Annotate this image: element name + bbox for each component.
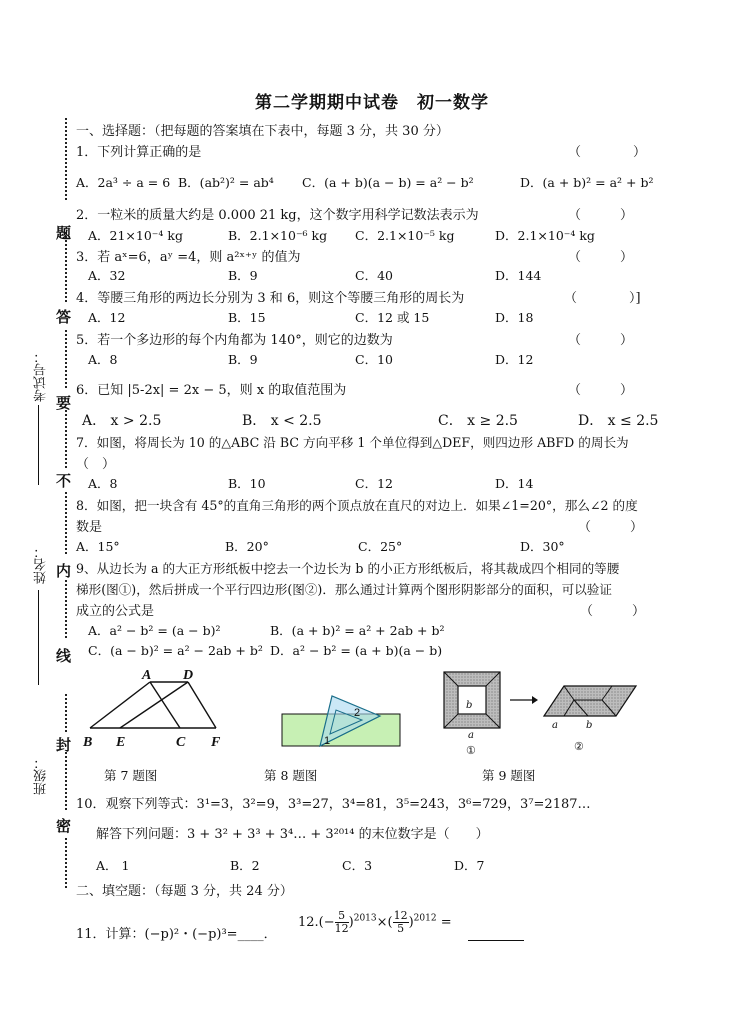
figure-9-square-parallelogram: [440, 670, 650, 760]
sidebar-word: 封: [56, 736, 72, 754]
option-b: B．2: [230, 858, 260, 873]
q12-prefix: 12.(−: [298, 915, 335, 930]
q12-close: ): [348, 915, 354, 930]
binding-line: [65, 580, 67, 638]
question-6: 6．已知 |5-2x| = 2x − 5，则 x 的取值范围为: [76, 383, 347, 398]
fraction-denominator: 5: [397, 922, 405, 935]
fraction: [393, 910, 409, 935]
option-d: D．14: [495, 476, 534, 491]
answer-paren: （ ）: [578, 520, 644, 535]
option-c: C．3: [342, 858, 373, 873]
option-c: C．40: [355, 268, 393, 283]
page-title: 第二学期期中试卷 初一数学: [255, 93, 489, 113]
answer-paren: （ ）: [76, 457, 116, 472]
option-c: C．10: [355, 352, 393, 367]
binding-line: [65, 838, 67, 888]
binding-line: [65, 410, 67, 468]
binding-line: [65, 330, 67, 388]
question-7: 7．如图，将周长为 10 的△ABC 沿 BC 方向平移 1 个单位得到△DEF，则四边形 ABFD 的周长为: [76, 435, 629, 450]
exponent: 2013: [353, 913, 377, 924]
question-11: 11．计算：(−p)²・(−p)³=____．: [76, 927, 277, 942]
sidebar-word: 不: [56, 472, 72, 490]
binding-line: [65, 118, 67, 200]
point-label: C: [176, 735, 186, 750]
question-10-cont: 解答下列问题：3 + 3² + 3³ + 3⁴… + 3²⁰¹⁴ 的末位数字是（ ）: [96, 827, 489, 842]
option-a: A．32: [88, 268, 126, 283]
option-a: A． 1: [96, 858, 130, 873]
question-3: 3．若 aˣ=6，aʸ =4，则 a²ˣ⁺ʸ 的值为: [76, 250, 301, 265]
field-underline: [38, 590, 39, 685]
section-header-choice: 一、选择题：（把每题的答案填在下表中，每题 3 分，共 30 分）: [76, 124, 449, 139]
figure-7-caption: 第 7 题图: [104, 768, 158, 783]
figure-label: b: [586, 720, 593, 731]
question-9-cont: 梯形(图①)，然后拼成一个平行四边形(图②)．那么通过计算两个图形阴影部分的面积，可以验证: [76, 582, 612, 597]
figure-label: a: [552, 720, 558, 731]
question-9-cont: 成立的公式是: [76, 604, 155, 619]
question-5: 5．若一个多边形的每个内角都为 140°，则它的边数为: [76, 333, 393, 348]
question-10: 10．观察下列等式：3¹=3，3²=9，3³=27，3⁴=81，3⁵=243，3⁶=729，3⁷=2187…: [76, 797, 591, 812]
point-label: A: [142, 668, 152, 683]
answer-paren: （ ）: [568, 383, 634, 398]
option-a: A．8: [88, 352, 118, 367]
option-b: B．(a + b)² = a² + 2ab + b²: [270, 623, 445, 638]
fraction-numerator: 5: [335, 910, 349, 923]
angle-label: 1: [324, 735, 331, 747]
angle-label: 2: [354, 707, 361, 719]
sidebar-word: 要: [56, 394, 72, 412]
option-c: C．25°: [358, 539, 403, 554]
sidebar-word: 题: [56, 224, 72, 242]
option-b: B．9: [228, 268, 258, 283]
point-label: D: [183, 668, 194, 683]
option-b: B．2.1×10⁻⁶ kg: [228, 228, 328, 243]
option-d: D．18: [495, 310, 534, 325]
figure-label: a: [468, 730, 474, 741]
figure-8-caption: 第 8 题图: [264, 768, 318, 783]
q12-suffix: ): [408, 915, 414, 930]
sidebar-word: 密: [56, 817, 72, 835]
question-8: 8．如图，把一块含有 45°的直角三角形的两个顶点放在直尺的对边上．如果∠1=20°，那么∠2 的度: [76, 498, 638, 513]
option-b: B．20°: [225, 539, 269, 554]
option-c: C．(a + b)(a − b) = a² − b²: [302, 175, 474, 190]
option-d: D．30°: [520, 539, 565, 554]
question-1: 1．下列计算正确的是: [76, 145, 202, 160]
exponent: 2012: [413, 913, 437, 924]
option-a: A．2a³ ÷ a = 6: [76, 175, 171, 190]
class-field: 班级：: [34, 756, 49, 795]
answer-paren: （ ）: [568, 250, 634, 265]
q12-times: ×(: [376, 915, 393, 930]
question-4: 4．等腰三角形的两边长分别为 3 和 6，则这个等腰三角形的周长为: [76, 291, 465, 306]
field-underline: [38, 405, 39, 485]
option-c: C．2.1×10⁻⁵ kg: [355, 228, 455, 243]
option-d: D． x ≤ 2.5: [578, 413, 659, 429]
option-b: B．9: [228, 352, 258, 367]
option-a: A．15°: [76, 539, 120, 554]
option-b: B．(ab²)² = ab⁴: [178, 175, 274, 190]
option-c: C．12: [355, 476, 393, 491]
option-a: A．21×10⁻⁴ kg: [88, 228, 183, 243]
binding-line: [65, 752, 67, 810]
option-d: D．12: [495, 352, 534, 367]
fraction-denominator: 12: [334, 922, 349, 935]
option-b: B．15: [228, 310, 266, 325]
figure-7-translation-diagram: [80, 668, 230, 750]
sidebar-word: 线: [56, 647, 72, 665]
figure-9-caption: 第 9 题图: [482, 768, 536, 783]
answer-blank[interactable]: [468, 940, 524, 941]
q12-equals: =: [436, 915, 452, 930]
question-2: 2．一粒米的质量大约是 0.000 21 kg，这个数字用科学记数法表示为: [76, 208, 479, 223]
option-a: A．12: [88, 310, 126, 325]
point-label: E: [116, 735, 126, 750]
exam-number-field: 考试号：: [34, 350, 49, 402]
answer-paren: （ ）: [568, 208, 634, 223]
binding-line: [65, 694, 67, 732]
answer-paren: （ ）: [568, 333, 634, 348]
option-b: B．10: [228, 476, 266, 491]
option-c: C．12 或 15: [355, 310, 430, 325]
sidebar-word: 内: [56, 562, 72, 580]
point-label: F: [211, 735, 221, 750]
section-header-fill: 二、填空题：（每题 3 分，共 24 分）: [76, 884, 293, 899]
point-label: B: [83, 735, 93, 750]
sidebar-word: 答: [56, 308, 72, 326]
option-d: D．(a + b)² = a² + b²: [520, 175, 654, 190]
option-d: D．a² − b² = (a + b)(a − b): [270, 643, 443, 658]
figure-label: b: [466, 700, 473, 711]
figure-label: ①: [466, 744, 476, 757]
option-c: C．(a − b)² = a² − 2ab + b²: [88, 643, 263, 658]
answer-paren: （ ）: [580, 604, 646, 619]
binding-line: [65, 492, 67, 554]
option-a: A．8: [88, 476, 118, 491]
option-b: B． x < 2.5: [242, 413, 322, 429]
option-d: D．144: [495, 268, 542, 283]
question-8-cont: 数是: [76, 520, 103, 535]
figure-8-ruler-triangle: [280, 688, 404, 750]
option-d: D．2.1×10⁻⁴ kg: [495, 228, 595, 243]
fraction-numerator: 12: [393, 909, 408, 922]
answer-paren: （ ）]: [564, 291, 641, 306]
option-a: A．a² − b² = (a − b)²: [88, 623, 221, 638]
answer-paren: （ ）: [568, 145, 647, 160]
option-d: D．7: [454, 858, 485, 873]
figure-label: ②: [574, 740, 584, 753]
name-field: 姓名：: [34, 545, 49, 584]
option-a: A． x > 2.5: [82, 413, 162, 429]
question-9: 9、从边长为 a 的大正方形纸板中挖去一个边长为 b 的小正方形纸板后，将其裁成四个相同的等腰: [76, 561, 620, 576]
fraction: [335, 910, 349, 935]
question-12: [298, 910, 452, 935]
option-c: C． x ≥ 2.5: [438, 413, 518, 429]
